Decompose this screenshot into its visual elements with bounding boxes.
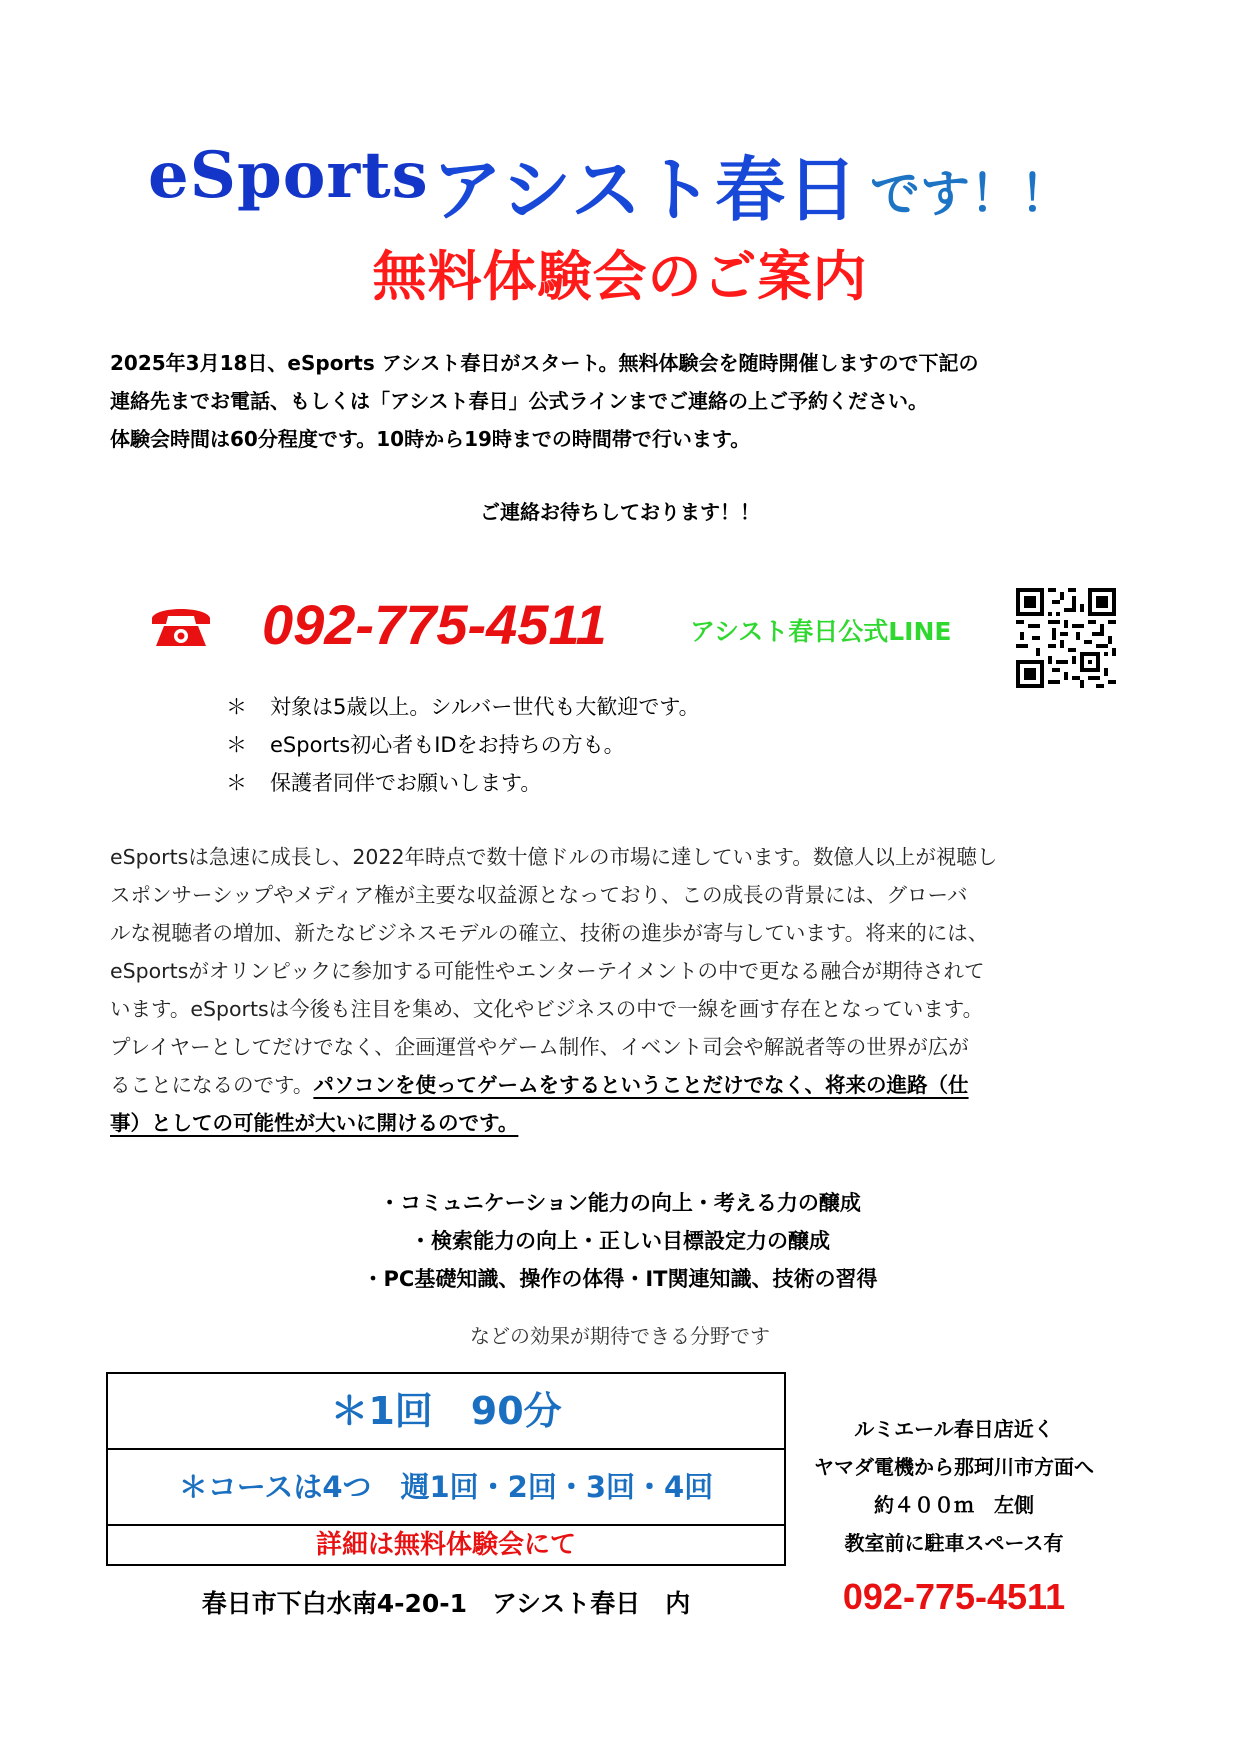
intro-line: 連絡先までお電話、もしくは「アシスト春日」公式ラインまでご連絡の上ご予約ください。 bbox=[110, 389, 928, 413]
course-options: ＊コースは4つ 週1回・2回・3回・4回 bbox=[108, 1450, 784, 1526]
body-line: スポンサーシップやメディア権が主要な収益源となっており、この成長の背景には、グローバ bbox=[110, 883, 968, 907]
body-line: います。eSportsは今後も注目を集め、文化やビジネスの中で一線を画す存在となっています。 bbox=[110, 997, 984, 1021]
course-details: 詳細は無料体験会にて bbox=[315, 1530, 576, 1560]
body-paragraph bbox=[110, 838, 1110, 1142]
directions bbox=[784, 1410, 1124, 1562]
notes-list bbox=[226, 688, 700, 802]
direction-line: 教室前に駐車スペース有 bbox=[844, 1531, 1064, 1555]
qr-code-icon[interactable] bbox=[1016, 588, 1116, 688]
waiting-message: ご連絡お待ちしております！！ bbox=[480, 500, 760, 524]
emphasis-text: 事）としての可能性が大いに開けるのです。 bbox=[110, 1111, 519, 1135]
direction-line: ルミエール春日店近く bbox=[854, 1417, 1054, 1441]
course-info-box bbox=[106, 1372, 786, 1566]
asterisk-icon: ＊ bbox=[226, 733, 247, 757]
effects-note: などの効果が期待できる分野です bbox=[470, 1324, 770, 1348]
subtitle: 無料体験会のご案内 bbox=[372, 245, 868, 308]
line-official-label: アシスト春日公式LINE bbox=[690, 617, 952, 646]
body-line: プレイヤーとしてだけでなく、企画運営やゲーム制作、イベント司会や解説者等の世界が広が bbox=[110, 1035, 969, 1059]
benefit-item: ・コミュニケーション能力の向上・考える力の醸成 bbox=[379, 1191, 861, 1215]
benefit-item: ・検索能力の向上・正しい目標設定力の醸成 bbox=[410, 1229, 830, 1253]
body-line: ルな視聴者の増加、新たなビジネスモデルの確立、技術の進歩が寄与しています。将来的には、 bbox=[110, 921, 989, 945]
list-item: ＊ eSports初心者もIDをお持ちの方も。 bbox=[226, 726, 700, 764]
phone-number[interactable]: 092-775-4511 bbox=[262, 593, 607, 656]
benefit-item: ・PC基礎知識、操作の体得・IT関連知識、技術の習得 bbox=[362, 1267, 878, 1291]
direction-line: 約４００ｍ 左側 bbox=[874, 1493, 1034, 1517]
asterisk-icon: ＊ bbox=[226, 695, 247, 719]
asterisk-icon: ＊ bbox=[226, 771, 247, 795]
intro-line: 体験会時間は60分程度です。10時から19時までの時間帯で行います。 bbox=[110, 427, 751, 451]
body-line: eSportsがオリンピックに参加する可能性やエンターテイメントの中で更なる融合が期待されて bbox=[110, 959, 985, 983]
intro-line: 2025年3月18日、eSports アシスト春日がスタート。無料体験会を随時開催しますので下記の bbox=[110, 351, 979, 375]
body-line: ることになるのです。パソコンを使ってゲームをするということだけでなく、将来の進路（仕 bbox=[110, 1073, 969, 1097]
list-item: ＊ 対象は5歳以上。シルバー世代も大歓迎です。 bbox=[226, 688, 700, 726]
title-name: アシスト春日 bbox=[432, 149, 860, 231]
address: 春日市下白水南4-20-1 アシスト春日 内 bbox=[201, 1589, 691, 1618]
direction-line: ヤマダ電機から那珂川市方面へ bbox=[814, 1455, 1094, 1479]
title-esports: eSports bbox=[148, 138, 429, 213]
list-item: ＊ 保護者同伴でお願いします。 bbox=[226, 764, 700, 802]
body-line bbox=[110, 1104, 1110, 1142]
page-title bbox=[0, 138, 1240, 231]
emphasis-text: パソコンを使ってゲームをするということだけでなく、将来の進路（仕 bbox=[313, 1073, 969, 1097]
course-duration: ＊1回 90分 bbox=[108, 1374, 784, 1450]
telephone-icon bbox=[150, 604, 212, 648]
benefits-list bbox=[0, 1184, 1240, 1298]
body-line: eSportsは急速に成長し、2022年時点で数十億ドルの市場に達しています。数億人以上が視聴し bbox=[110, 845, 998, 869]
intro-text bbox=[110, 344, 1110, 458]
title-suffix: です！！ bbox=[870, 165, 1070, 223]
footer-phone-number[interactable]: 092-775-4511 bbox=[842, 1576, 1066, 1617]
